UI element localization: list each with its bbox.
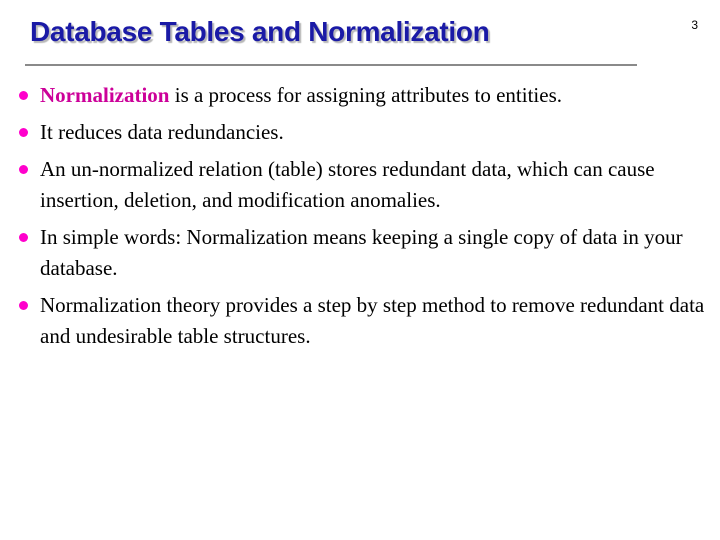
bullet-emphasis: Normalization	[40, 83, 170, 107]
bullet-text: It reduces data redundancies.	[40, 120, 284, 144]
bullet-item	[18, 117, 708, 148]
page-number: 3	[691, 18, 698, 32]
bullet-dot-icon	[19, 91, 28, 100]
bullet-item	[18, 290, 708, 352]
bullet-text: An un-normalized relation (table) stores redundant data, which can cause insertion, deletion, and modification anomalies.	[40, 157, 655, 212]
bullet-list	[18, 80, 708, 358]
bullet-dot-icon	[19, 233, 28, 242]
bullet-dot-icon	[19, 165, 28, 174]
bullet-dot-icon	[19, 128, 28, 137]
title-divider	[25, 64, 637, 66]
bullet-text: In simple words: Normalization means keeping a single copy of data in your database.	[40, 225, 683, 280]
bullet-text: is a process for assigning attributes to entities.	[169, 83, 562, 107]
bullet-item	[18, 80, 708, 111]
bullet-item	[18, 154, 708, 216]
bullet-item	[18, 222, 708, 284]
bullet-text: Normalization theory provides a step by step method to remove redundant data and undesirable table structures.	[40, 293, 705, 348]
bullet-dot-icon	[19, 301, 28, 310]
slide-title: Database Tables and Normalization	[30, 16, 490, 47]
